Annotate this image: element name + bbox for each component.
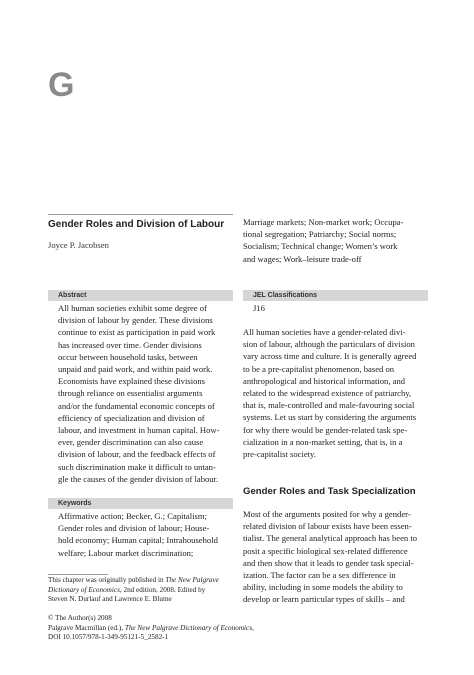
citation-text: ,: [252, 623, 254, 632]
footnote-line-1: [48, 576, 233, 586]
text-line: tional segregation; Patriarchy; Social norms;: [243, 229, 397, 240]
keywords-heading: Keywords: [48, 498, 233, 509]
footnote-line-2: [48, 586, 233, 596]
text-line: Affirmative action; Becker, G.; Capitalism;: [58, 511, 207, 521]
book-title: Dictionary of Economics: [48, 585, 120, 594]
text-line: sion of labour, although the particulars of division: [243, 339, 415, 350]
text-line: continue to exist as participation in paid work: [58, 327, 216, 338]
text-line: and/or the fundamental economic concepts of: [58, 400, 215, 411]
footnote: [48, 576, 233, 605]
text-line: division of labour by gender. These divisions: [58, 315, 213, 326]
text-line: anthropological and historical information, and: [243, 375, 406, 386]
keywords-box: [48, 498, 233, 559]
text-line: and wages; Work–leisure trade-off: [243, 253, 362, 264]
text-line: Marriage markets; Non-market work; Occupa-: [243, 217, 404, 227]
text-line: hold economy; Human capital; Intrahousehold: [58, 535, 218, 546]
text-line: related to the widespread existence of patriarchy,: [243, 388, 412, 399]
article-title: Gender Roles and Division of Labour: [48, 219, 225, 230]
chapter-letter: G: [48, 66, 75, 104]
text-line: cialization in a non-market setting, that is, in a: [243, 436, 403, 447]
text-line: posit a specific biological sex-related difference: [243, 545, 408, 556]
text-line: that is, male-controlled and male-favouring social: [243, 400, 415, 411]
text-line: ability, including in some models the ability to: [243, 582, 403, 593]
text-line: to be a pre-capitalist phenomenon, based on: [243, 363, 395, 374]
abstract-box: [48, 290, 233, 485]
text-line: ever, gender discrimination can also cause: [58, 437, 204, 448]
intro-paragraph: [243, 326, 428, 460]
text-line: Gender roles and division of labour; House-: [58, 523, 210, 534]
text-line: such discrimination make it difficult to untan-: [58, 461, 216, 472]
jel-box: [243, 290, 428, 314]
text-line: division of labour, and the feedback effects of: [58, 449, 216, 460]
text-line: through reliance on essentialist arguments: [58, 388, 203, 399]
text-line: related division of labour exists have been essen-: [243, 521, 412, 532]
text-line: systems. Let us start by considering the arguments: [243, 412, 417, 423]
text-line: Socialism; Technical change; Women’s work: [243, 241, 398, 252]
intro-keywords: [243, 216, 428, 265]
text-line: All human societies exhibit some degree of: [58, 303, 207, 313]
footnote-text: , 2nd edition, 2008. Edited by: [119, 585, 206, 594]
text-line: welfare; Labour market discrimination;: [58, 547, 194, 558]
section-heading: Gender Roles and Task Specialization: [243, 486, 416, 497]
text-line: ization. The factor can be a sex difference in: [243, 570, 396, 581]
jel-heading: JEL Classifications: [243, 290, 428, 301]
text-line: occur between household tasks, between: [58, 351, 198, 362]
title-rule: [48, 214, 233, 215]
copyright-line: © The Author(s) 2008: [48, 614, 112, 622]
abstract-body: [48, 302, 233, 485]
text-line: has increased over time. Gender divisions: [58, 339, 202, 350]
article-author: Joyce P. Jacobsen: [48, 240, 109, 250]
text-line: labour, and investment in human capital. How-: [58, 425, 220, 436]
keywords-body: [48, 510, 233, 559]
text-line: tialist. The general analytical approach has been to: [243, 533, 418, 544]
text-line: efficiency of specialization and division of: [58, 412, 205, 423]
footnote-rule: [48, 574, 108, 575]
abstract-heading: Abstract: [48, 290, 233, 301]
text-line: gle the causes of the gender division of labour.: [58, 473, 219, 484]
section-body: [243, 508, 428, 606]
text-line: vary across time and culture. It is generally agreed: [243, 351, 417, 362]
text-line: unpaid and paid work, and within paid work.: [58, 364, 213, 375]
book-title: The New Palgrave Dictionary of Economics: [124, 623, 253, 632]
text-line: for why there would be gender-related task spe-: [243, 424, 408, 435]
footnote-text: This chapter was originally published in: [48, 576, 166, 584]
jel-code: J16: [253, 303, 265, 313]
text-line: and then show that it leads to gender task special-: [243, 557, 414, 568]
citation-line: [48, 624, 308, 634]
citation-text: Palgrave Macmillan (ed.),: [48, 623, 125, 632]
text-line: Most of the arguments posited for why a gender-: [243, 509, 411, 519]
book-title: The New Palgrave: [165, 576, 219, 584]
footnote-line-3: Steven N. Durlauf and Lawrence E. Blume: [48, 595, 172, 604]
copyright-block: [48, 614, 308, 643]
text-line: pre-capitalist society.: [243, 449, 316, 460]
text-line: develop or learn particular types of skills – and: [243, 594, 405, 605]
text-line: All human societies have a gender-related divi-: [243, 327, 406, 337]
doi-line: DOI 10.1057/978-1-349-95121-5_2582-1: [48, 633, 169, 642]
text-line: Economists have explained these divisions: [58, 376, 206, 387]
